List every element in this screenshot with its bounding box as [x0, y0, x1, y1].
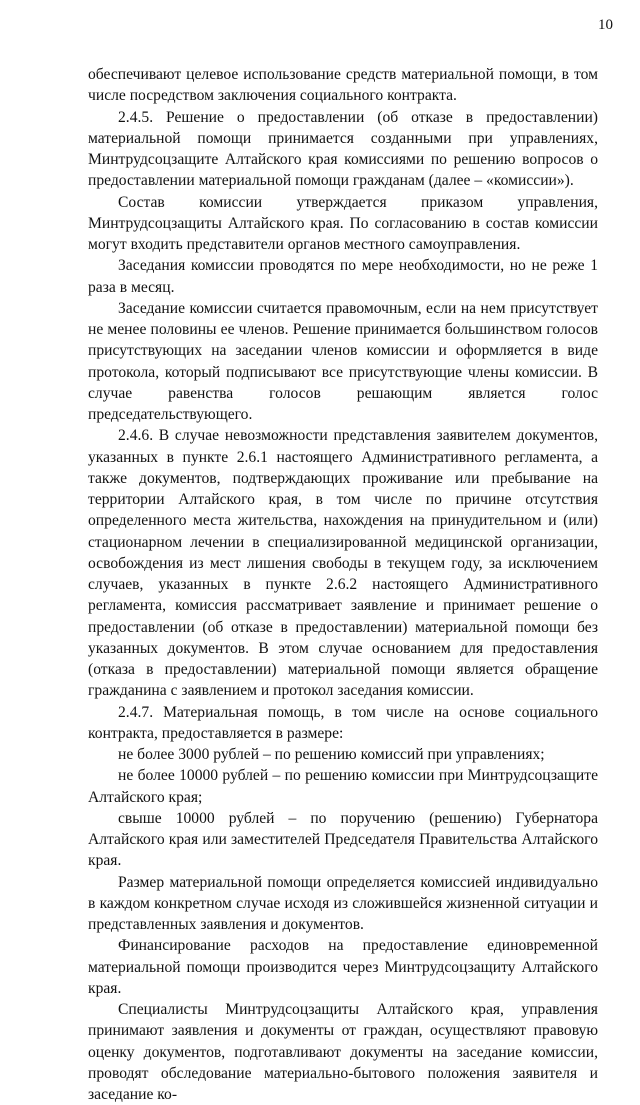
paragraph: 2.4.6. В случае невозможности представления заявителем документов, указанных в пункте 2.6.1 настоящего Административного регламента, а также документов, подтверждающих проживание или пребывание на территории Алтайского края, в том числе по причине отсутствия определенного места жительства, нахождения на принудительном и (или) стационарном лечении в специализированной медицинской организации, освобождения из мест лишения свободы в текущем году, за исключением случаев, указанных в пункте 2.6.2 настоящего Административного регламента, комиссия рассматривает заявление и принимает решение о предоставлении (об отказе в предоставлении) материальной помощи без указанных документов. В этом случае основанием для предоставления (отказа в предоставлении) материальной помощи является обращение гражданина с заявлением и протокол заседания комиссии.	[88, 427, 598, 700]
paragraph: Финансирование расходов на предоставление единовременной материальной помощи производится через Минтрудсоцзащиту Алтайского края.	[88, 937, 598, 997]
paragraph: Заседания комиссии проводятся по мере необходимости, но не реже 1 раза в месяц.	[88, 257, 598, 296]
page-number: 10	[598, 17, 613, 33]
paragraph: обеспечивают целевое использование средств материальной помощи, в том числе посредством заключения социального контракта.	[88, 66, 598, 105]
paragraph: Состав комиссии утверждается приказом управления, Минтрудсоцзащиты Алтайского края. По согласованию в состав комиссии могут входить представители органов местного самоуправления.	[88, 193, 598, 253]
paragraph: Специалисты Минтрудсоцзащиты Алтайского края, управления принимают заявления и документы от граждан, осуществляют правовую оценку документов, подготавливают документы на заседание комиссии, проводят обследование материально-бытового положения заявителя и заседание ко-	[88, 1001, 598, 1103]
paragraph: не более 3000 рублей – по решению комиссий при управлениях;	[118, 746, 545, 763]
paragraph: 2.4.5. Решение о предоставлении (об отказе в предоставлении) материальной помощи принимается созданными при управлениях, Минтрудсоцзащите Алтайского края комиссиями по решению вопросов о предоставлении материальной помощи гражданам (далее – «комиссии»).	[88, 108, 598, 190]
paragraph: 2.4.7. Материальная помощь, в том числе на основе социального контракта, предоставляется в размере:	[88, 703, 598, 742]
paragraph: Размер материальной помощи определяется комиссией индивидуально в каждом конкретном случае исходя из сложившейся жизненной ситуации и представленных заявления и документов.	[88, 873, 598, 933]
paragraph: Заседание комиссии считается правомочным, если на нем присутствует не менее половины ее членов. Решение принимается большинством голосов присутствующих на заседании членов комиссии и оформляется в виде протокола, который подписывают все присутствующие члены комиссии. В случае равенства голосов решающим является голос председательствующего.	[88, 299, 598, 423]
document-body	[88, 64, 598, 1105]
paragraph: свыше 10000 рублей – по поручению (решению) Губернатора Алтайского края или заместителей Председателя Правительства Алтайского края.	[88, 809, 598, 870]
paragraph: не более 10000 рублей – по решению комиссии при Минтрудсоцзащите Алтайского края;	[88, 767, 598, 806]
